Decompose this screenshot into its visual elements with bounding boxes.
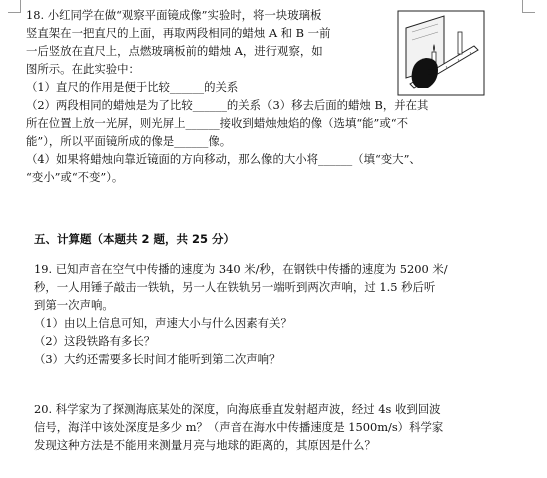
candle-b [458,32,462,54]
q19-line: 到第一次声响。 [34,298,114,312]
q18-line: 竖直架在一把直尺的上面，再取两段相同的蜡烛 A 和 B 一前 [26,26,331,40]
q18-line: （2）两段相同的蜡烛是为了比较______的关系（3）移去后面的蜡烛 B，并在其 [26,98,429,112]
section-heading: 五、计算题（本题共 2 题，共 25 分） [34,232,236,246]
q18-line: 18. 小红同学在做“观察平面镜成像”实验时，将一块玻璃板 [26,8,322,22]
q20-line: 发现这种方法是不能用来测量月亮与地球的距离的，其原因是什么？ [34,438,376,452]
q20-line: 20. 科学家为了探测海底某处的深度，向海底垂直发射超声波，经过 4s 收到回波 [34,402,441,416]
crop-mark-top-right [522,0,535,13]
q18-line: 图所示。在此实验中： [26,62,140,76]
q20-line: 信号，海洋中该处深度是多少 m？（声音在海水中传播速度是 1500m/s）科学家 [34,420,444,434]
q19-line: （1）由以上信息可知，声速大小与什么因素有关？ [34,316,292,330]
q18-line: 一后竖放在直尺上，点燃玻璃板前的蜡烛 A，进行观察，如 [26,44,323,58]
q18-line: （1）直尺的作用是便于比较______的关系 [26,80,239,94]
crop-mark-top-left [8,0,21,13]
q18-line: （4）如果将蜡烛向靠近镜面的方向移动，那么像的大小将______（填“变大”、 [26,152,421,166]
q19-line: 19. 已知声音在空气中传播的速度为 340 米/秒，在钢铁中传播的速度为 5200 米/ [34,262,448,276]
q18-line: “变小”或“不变”）。 [26,170,124,184]
q19-line: （3）大约还需要多长时间才能听到第二次声响？ [34,352,281,366]
q19-line: 秒，一人用锤子敲击一铁轨，另一人在铁轨另一端听到两次声响，过 1.5 秒后听 [34,280,436,294]
experiment-figure [392,8,488,96]
q18-line: 所在位置上放一光屏，则光屏上______接收到蜡烛烛焰的像（选填“能”或“不 [26,116,408,130]
q19-line: （2）这段铁路有多长？ [34,334,156,348]
q18-line: 能”），所以平面镜所成的像是______像。 [26,134,232,148]
